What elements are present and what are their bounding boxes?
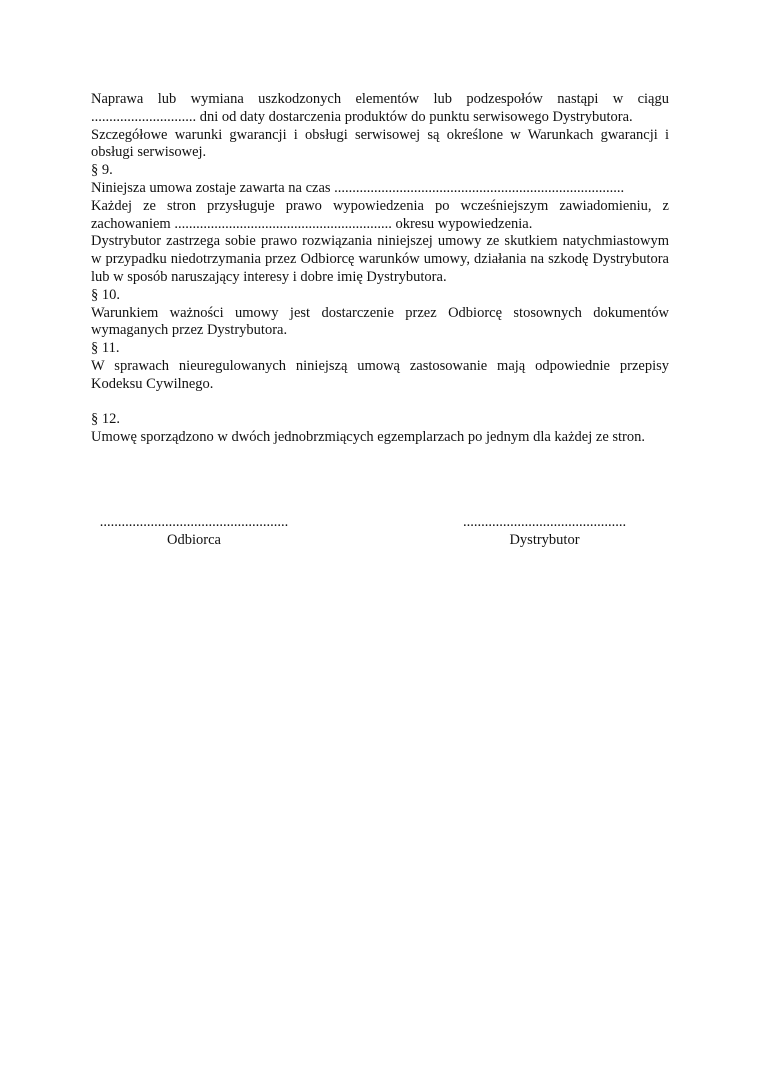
paragraph-validity-condition: Warunkiem ważności umowy jest dostarczenie przez Odbiorcę stosownych dokumentów wymaganych przez Dystrybutora. xyxy=(91,304,669,339)
paragraph-civil-code: W sprawach nieuregulowanych niniejszą umową zastosowanie mają odpowiednie przepisy Kodeksu Cywilnego. xyxy=(91,357,669,392)
contract-text xyxy=(91,91,669,447)
paragraph-warranty-conditions: Szczegółowe warunki gwarancji i obsługi serwisowej są określone w Warunkach gwarancji i obsługi serwisowej. xyxy=(91,126,669,161)
blank-line xyxy=(91,394,669,412)
section-heading-9: § 9. xyxy=(91,162,113,179)
section-heading-11: § 11. xyxy=(91,340,120,357)
signature-line-recipient: .................................................... xyxy=(99,514,289,530)
signature-line-distributor: ............................................. xyxy=(462,514,627,530)
paragraph-immediate-termination: Dystrybutor zastrzega sobie prawo rozwiązania niniejszej umowy ze skutkiem natychmiastowym w przypadku niedotrzymania przez Odbiorcę warunków umowy, działania na szkodę Dystrybutora lub w sposób naruszający interesy i dobre imię Dystrybutora. xyxy=(91,233,669,285)
section-heading-12: § 12. xyxy=(91,411,120,428)
signature-distributor xyxy=(453,514,636,550)
paragraph-repair-terms: Naprawa lub wymiana uszkodzonych elementów lub podzespołów nastąpi w ciągu ............................. dni od daty dostarczenia produktów do punktu serwisowego Dystrybutora. xyxy=(91,91,669,125)
paragraph-copies: Umowę sporządzono w dwóch jednobrzmiących egzemplarzach po jednym dla każdej ze stron. xyxy=(91,429,646,446)
paragraph-contract-duration: Niniejsza umowa zostaje zawarta na czas ................................................................................ xyxy=(91,179,625,196)
signature-recipient xyxy=(89,514,299,550)
signature-label-distributor: Dystrybutor xyxy=(509,531,580,548)
paragraph-termination-notice: Każdej ze stron przysługuje prawo wypowiedzenia po wcześniejszym zawiadomieniu, z zachowaniem ............................................................ okresu wypowiedzenia. xyxy=(91,197,669,232)
signature-label-recipient: Odbiorca xyxy=(167,531,221,548)
section-heading-10: § 10. xyxy=(91,286,120,303)
